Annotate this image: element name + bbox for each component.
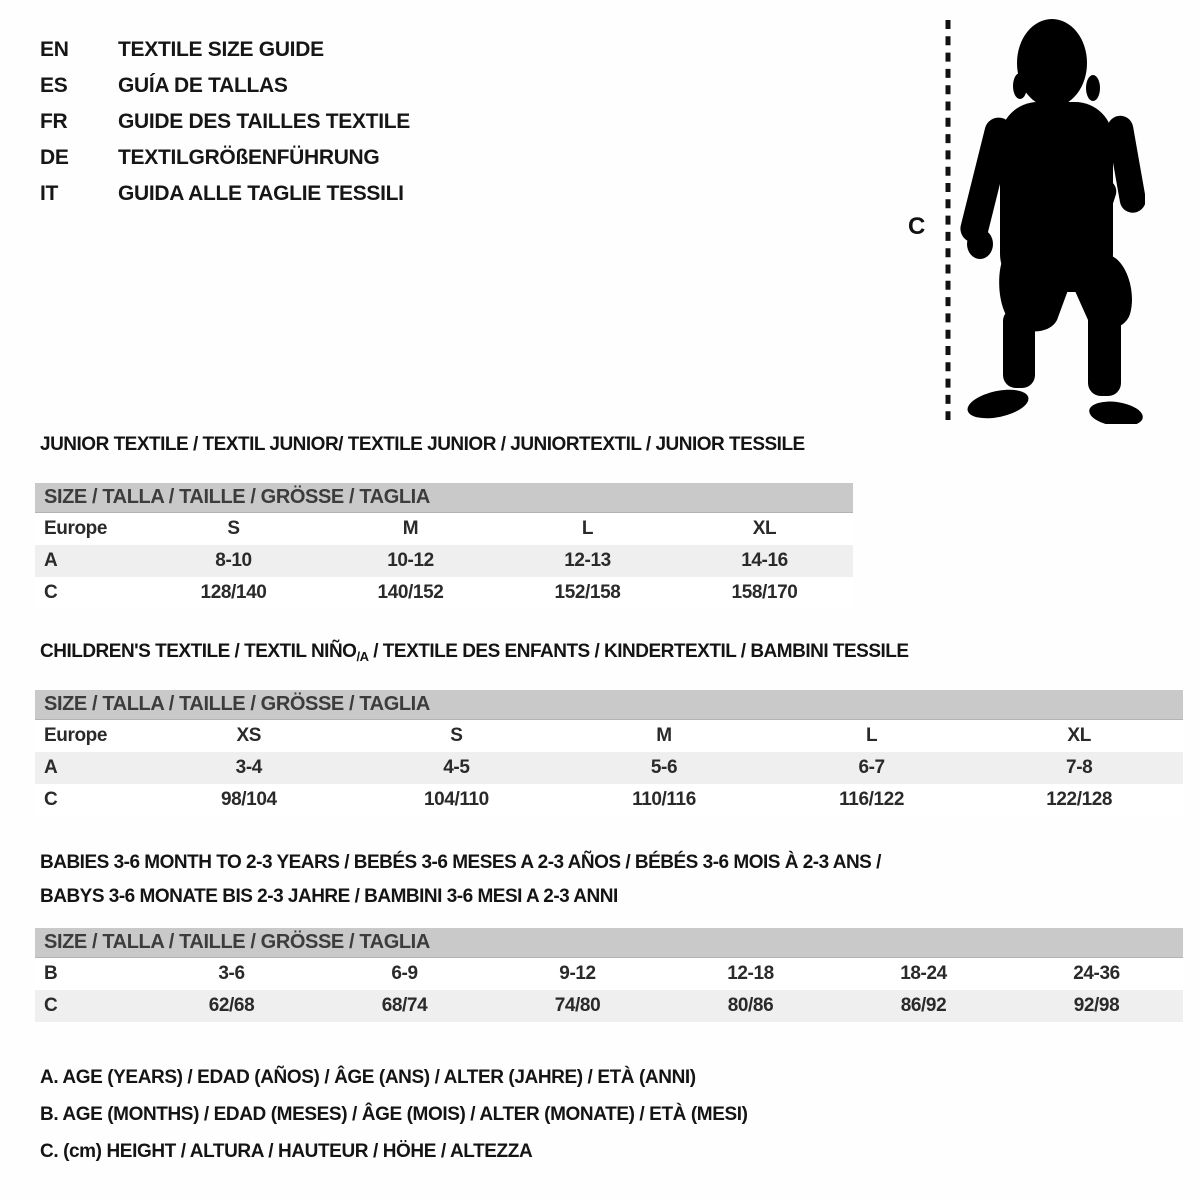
table-cell: 12-13: [564, 550, 611, 571]
table-cell: 9-12: [559, 963, 596, 984]
toddler-silhouette-icon: [957, 19, 1145, 424]
table-cell: 18-24: [900, 963, 947, 984]
table-cell: 92/98: [1073, 995, 1120, 1016]
size-table-header: SIZE / TALLA / TAILLE / GRÖSSE / TAGLIA: [35, 928, 1183, 958]
table-cell: 128/140: [200, 582, 267, 603]
language-code: IT: [40, 182, 59, 205]
language-code: DE: [40, 146, 69, 169]
row-label: B: [44, 963, 58, 984]
language-row-fr: [40, 104, 560, 140]
table-row-height: [35, 990, 1183, 1022]
table-cell: 116/122: [839, 789, 904, 810]
children-heading-pre: CHILDREN'S TEXTILE / TEXTIL NIÑO: [40, 641, 357, 662]
table-cell: S: [450, 725, 463, 746]
size-table-header: SIZE / TALLA / TAILLE / GRÖSSE / TAGLIA: [35, 483, 853, 513]
size-table-header: SIZE / TALLA / TAILLE / GRÖSSE / TAGLIA: [35, 690, 1183, 720]
children-section-heading: [40, 640, 909, 669]
babies-heading-line2: BABYS 3-6 MONATE BIS 2-3 JAHRE / BAMBINI 3-6 MESI A 2-3 ANNI: [40, 886, 618, 907]
table-cell: 6-9: [391, 963, 418, 984]
table-cell: XL: [1067, 725, 1091, 746]
table-cell: 80/86: [727, 995, 774, 1016]
language-row-es: [40, 68, 560, 104]
children-heading-subscript: /A: [356, 649, 369, 664]
table-cell: XS: [236, 725, 262, 746]
table-row-europe: [35, 720, 1183, 752]
table-cell: 122/128: [1046, 789, 1113, 810]
language-row-it: [40, 176, 560, 212]
table-cell: 3-4: [235, 757, 262, 778]
table-cell: 12-18: [727, 963, 774, 984]
table-cell: 110/116: [632, 789, 696, 810]
guide-title-de: TEXTILGRÖßENFÜHRUNG: [118, 146, 380, 169]
table-row-height: [35, 577, 853, 609]
legend-line-c: C. (cm) HEIGHT / ALTURA / HAUTEUR / HÖHE / ALTEZZA: [40, 1141, 533, 1162]
junior-section-heading: JUNIOR TEXTILE / TEXTIL JUNIOR/ TEXTILE JUNIOR / JUNIORTEXTIL / JUNIOR TESSILE: [40, 434, 805, 455]
table-cell: 62/68: [208, 995, 255, 1016]
guide-title-fr: GUIDE DES TAILLES TEXTILE: [118, 110, 410, 133]
table-cell: M: [402, 518, 419, 539]
table-cell: 6-7: [858, 757, 885, 778]
row-label: C: [44, 789, 58, 810]
height-measure-label: C: [908, 213, 926, 240]
table-row-europe: [35, 513, 853, 545]
table-cell: 74/80: [554, 995, 601, 1016]
table-cell: 86/92: [900, 995, 947, 1016]
legend: [40, 1066, 748, 1177]
table-row-age: [35, 545, 853, 577]
row-label: A: [44, 550, 58, 571]
babies-size-table: [35, 928, 1183, 1022]
guide-title-it: GUIDA ALLE TAGLIE TESSILI: [118, 182, 404, 205]
guide-title-es: GUÍA DE TALLAS: [118, 74, 288, 97]
row-label: C: [44, 582, 58, 603]
guide-title-en: TEXTILE SIZE GUIDE: [118, 38, 324, 61]
language-row-de: [40, 140, 560, 176]
table-cell: 3-6: [218, 963, 245, 984]
table-cell: L: [865, 725, 878, 746]
table-cell: 158/170: [731, 582, 798, 603]
table-cell: 140/152: [377, 582, 444, 603]
legend-line-a: A. AGE (YEARS) / EDAD (AÑOS) / ÂGE (ANS) / ALTER (JAHRE) / ETÀ (ANNI): [40, 1067, 696, 1088]
language-guide: [40, 32, 560, 212]
children-size-table: [35, 690, 1183, 816]
table-cell: 4-5: [443, 757, 470, 778]
table-cell: 5-6: [650, 757, 678, 778]
table-cell: 98/104: [220, 789, 277, 810]
junior-size-table: [35, 483, 853, 609]
table-cell: 8-10: [215, 550, 252, 571]
row-label: Europe: [44, 725, 108, 746]
language-code: FR: [40, 110, 68, 133]
table-cell: L: [581, 518, 594, 539]
table-cell: 7-8: [1066, 757, 1093, 778]
table-cell: 24-36: [1073, 963, 1120, 984]
language-code: EN: [40, 38, 69, 61]
babies-section-heading: [40, 846, 881, 914]
babies-heading-line1: BABIES 3-6 MONTH TO 2-3 YEARS / BEBÉS 3-6 MESES A 2-3 AÑOS / BÉBÉS 3-6 MOIS À 2-3 ANS /: [40, 852, 881, 873]
toddler-silhouette-figure: [900, 18, 1145, 424]
row-label: A: [44, 757, 58, 778]
table-cell: M: [656, 725, 672, 746]
language-row-en: [40, 32, 560, 68]
legend-line-b: B. AGE (MONTHS) / EDAD (MESES) / ÂGE (MOIS) / ALTER (MONATE) / ETÀ (MESI): [40, 1104, 748, 1125]
table-cell: S: [227, 518, 240, 539]
table-cell: 10-12: [387, 550, 434, 571]
row-label: C: [44, 995, 58, 1016]
table-cell: 68/74: [381, 995, 428, 1016]
table-row-age: [35, 752, 1183, 784]
children-heading-post: / TEXTILE DES ENFANTS / KINDERTEXTIL / BAMBINI TESSILE: [368, 641, 909, 662]
table-cell: 14-16: [741, 550, 788, 571]
table-cell: 104/110: [423, 789, 489, 810]
row-label: Europe: [44, 518, 108, 539]
language-code: ES: [40, 74, 68, 97]
table-row-height: [35, 784, 1183, 816]
table-cell: XL: [752, 518, 777, 539]
table-cell: 152/158: [554, 582, 621, 603]
table-row-age-months: [35, 958, 1183, 990]
